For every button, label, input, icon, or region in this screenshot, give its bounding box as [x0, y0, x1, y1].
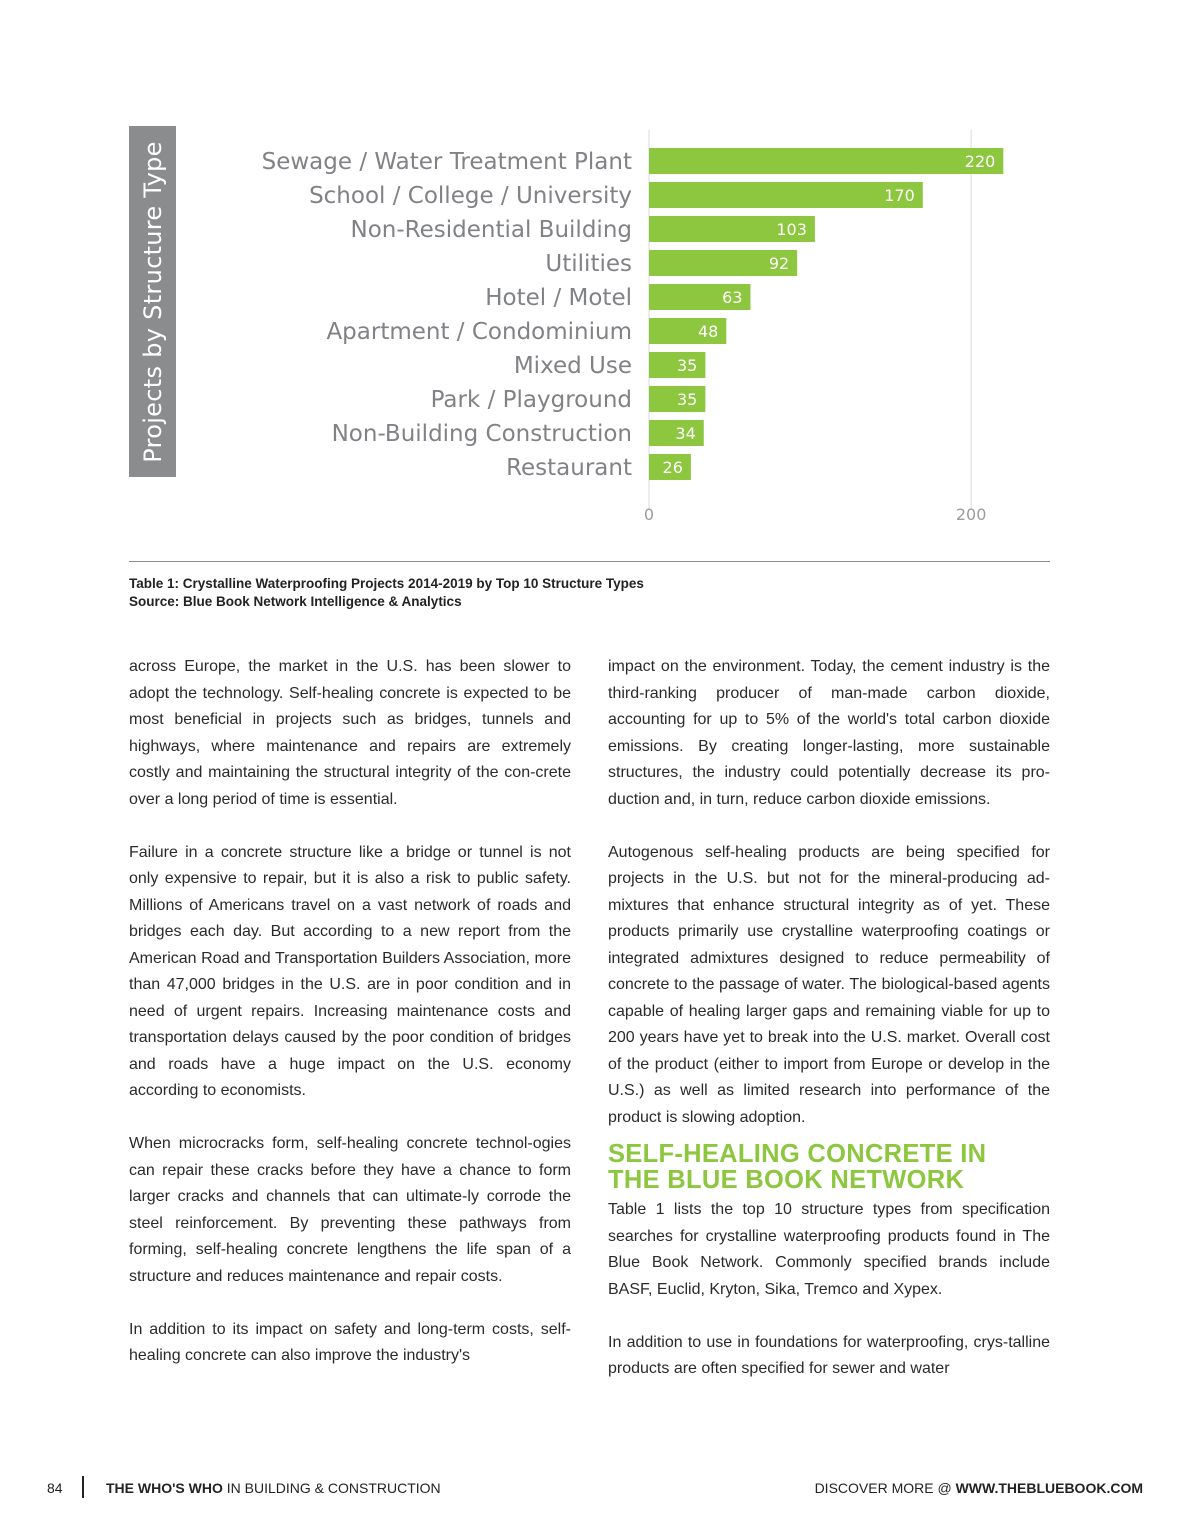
category-label: Non-Building Construction: [331, 421, 632, 447]
bar-value-label: 63: [722, 288, 743, 307]
caption-source: Source: Blue Book Network Intelligence & Analytics: [129, 594, 462, 609]
bar-value-label: 92: [768, 254, 790, 273]
section-heading-line: THE BLUE BOOK NETWORK: [608, 1166, 965, 1194]
category-label: Utilities: [545, 251, 632, 277]
body-paragraph: Autogenous self-healing products are being specified for projects in the U.S. but not for the mineral-producing ad-mixtures that enhance structural integrity as of yet. These products primarily use crystalline waterproofing coatings or integrated admixtures designed to reduce permeability of concrete to the passage of water. The biological-based agents capable of healing larger gaps and remaining viable for up to 200 years have yet to break into the U.S. market. Overall cost of the product (either to import from Europe or develop in the U.S.) as well as limited research into performance of the product is slowing adoption.: [608, 843, 1050, 1126]
bar-value-label: 35: [677, 390, 698, 409]
bar-value-label: 35: [677, 356, 698, 375]
website-link[interactable]: WWW.THEBLUEBOOK.COM: [955, 1480, 1143, 1496]
body-paragraph: Table 1 lists the top 10 structure types from specification searches for crystalline waterproofing products found in The Blue Book Network. Commonly specified brands include BASF, Euclid, Kryton, Sika, Tremco and Xypex.: [608, 1201, 1050, 1298]
category-label: Mixed Use: [513, 353, 632, 379]
chart-title: Projects by Structure Type: [138, 140, 167, 463]
footer-divider: [82, 1476, 84, 1498]
x-tick-label: 200: [955, 505, 987, 524]
body-paragraph: impact on the environment. Today, the cement industry is the third-ranking producer of man-made carbon dioxide, accounting for up to 5% of the world's total carbon dioxide emissions. By creating longer-lasting, more sustainable structures, the industry could potentially decrease its pro-duction and, in turn, reduce carbon dioxide emissions.: [608, 658, 1050, 808]
category-label: Park / Playground: [430, 387, 632, 413]
category-label: Non-Residential Building: [350, 217, 632, 243]
bar: [649, 148, 1003, 174]
bar-value-label: 220: [964, 152, 996, 171]
page-number: 84: [47, 1480, 63, 1496]
bar-chart: [0, 0, 1200, 545]
body-paragraph: Failure in a concrete structure like a bridge or tunnel is not only expensive to repair, but it is also a risk to public safety. Millions of Americans travel on a vast network of roads and bridges each day. But according to a new report from the American Road and Transportation Builders Association, more than 47,000 bridges in the U.S. are in poor condition and in need of urgent repairs. Increasing maintenance costs and transportation delays caused by the poor condition of bridges and roads have a huge impact on the U.S. economy according to economists.: [129, 843, 571, 1099]
bar-value-label: 26: [662, 458, 683, 477]
body-paragraph: across Europe, the market in the U.S. has been slower to adopt the technology. Self-healing concrete is expected to be most beneficial in projects such as bridges, tunnels and highways, where maintenance and repairs are extremely costly and maintaining the structural integrity of the con-crete over a long period of time is essential.: [129, 658, 571, 808]
table-caption: [129, 575, 644, 611]
body-paragraph: When microcracks form, self-healing concrete technol-ogies can repair these cracks before they have a chance to form larger cracks and channels that can ultimate-ly corrode the steel reinforcement. By preventing these pathways from forming, self-healing concrete lengthens the life span of a structure and reduces maintenance and repair costs.: [129, 1135, 571, 1285]
bar-value-label: 170: [884, 186, 915, 205]
right-column: [608, 654, 1050, 1409]
body-paragraph: In addition to its impact on safety and long-term costs, self-healing concrete can also improve the industry's: [129, 1320, 571, 1364]
publication-name-bold: THE WHO'S WHO: [106, 1480, 223, 1496]
publication-name: [106, 1478, 441, 1498]
x-tick-label: 0: [643, 505, 655, 524]
category-label: Hotel / Motel: [485, 285, 632, 311]
bar-value-label: 34: [675, 424, 696, 443]
category-label: Restaurant: [506, 455, 632, 481]
bar-value-label: 103: [776, 220, 807, 239]
category-label: Sewage / Water Treatment Plant: [261, 149, 632, 175]
body-paragraph: In addition to use in foundations for waterproofing, crys-talline products are often specified for sewer and water: [608, 1333, 1050, 1377]
category-label: Apartment / Condominium: [326, 319, 632, 345]
publication-name-rest: IN BUILDING & CONSTRUCTION: [222, 1480, 441, 1496]
divider-rule: [129, 561, 1050, 562]
caption-title: Table 1: Crystalline Waterproofing Projects 2014-2019 by Top 10 Structure Types: [129, 576, 644, 591]
category-label: School / College / University: [309, 183, 632, 209]
discover-prefix: DISCOVER MORE @: [814, 1480, 956, 1496]
section-heading: [608, 1141, 1050, 1193]
section-heading-line: SELF-HEALING CONCRETE IN: [608, 1140, 987, 1168]
bar: [649, 182, 923, 208]
bar-value-label: 48: [697, 322, 719, 341]
discover-more: [815, 1478, 1143, 1498]
left-column: [129, 654, 571, 1396]
